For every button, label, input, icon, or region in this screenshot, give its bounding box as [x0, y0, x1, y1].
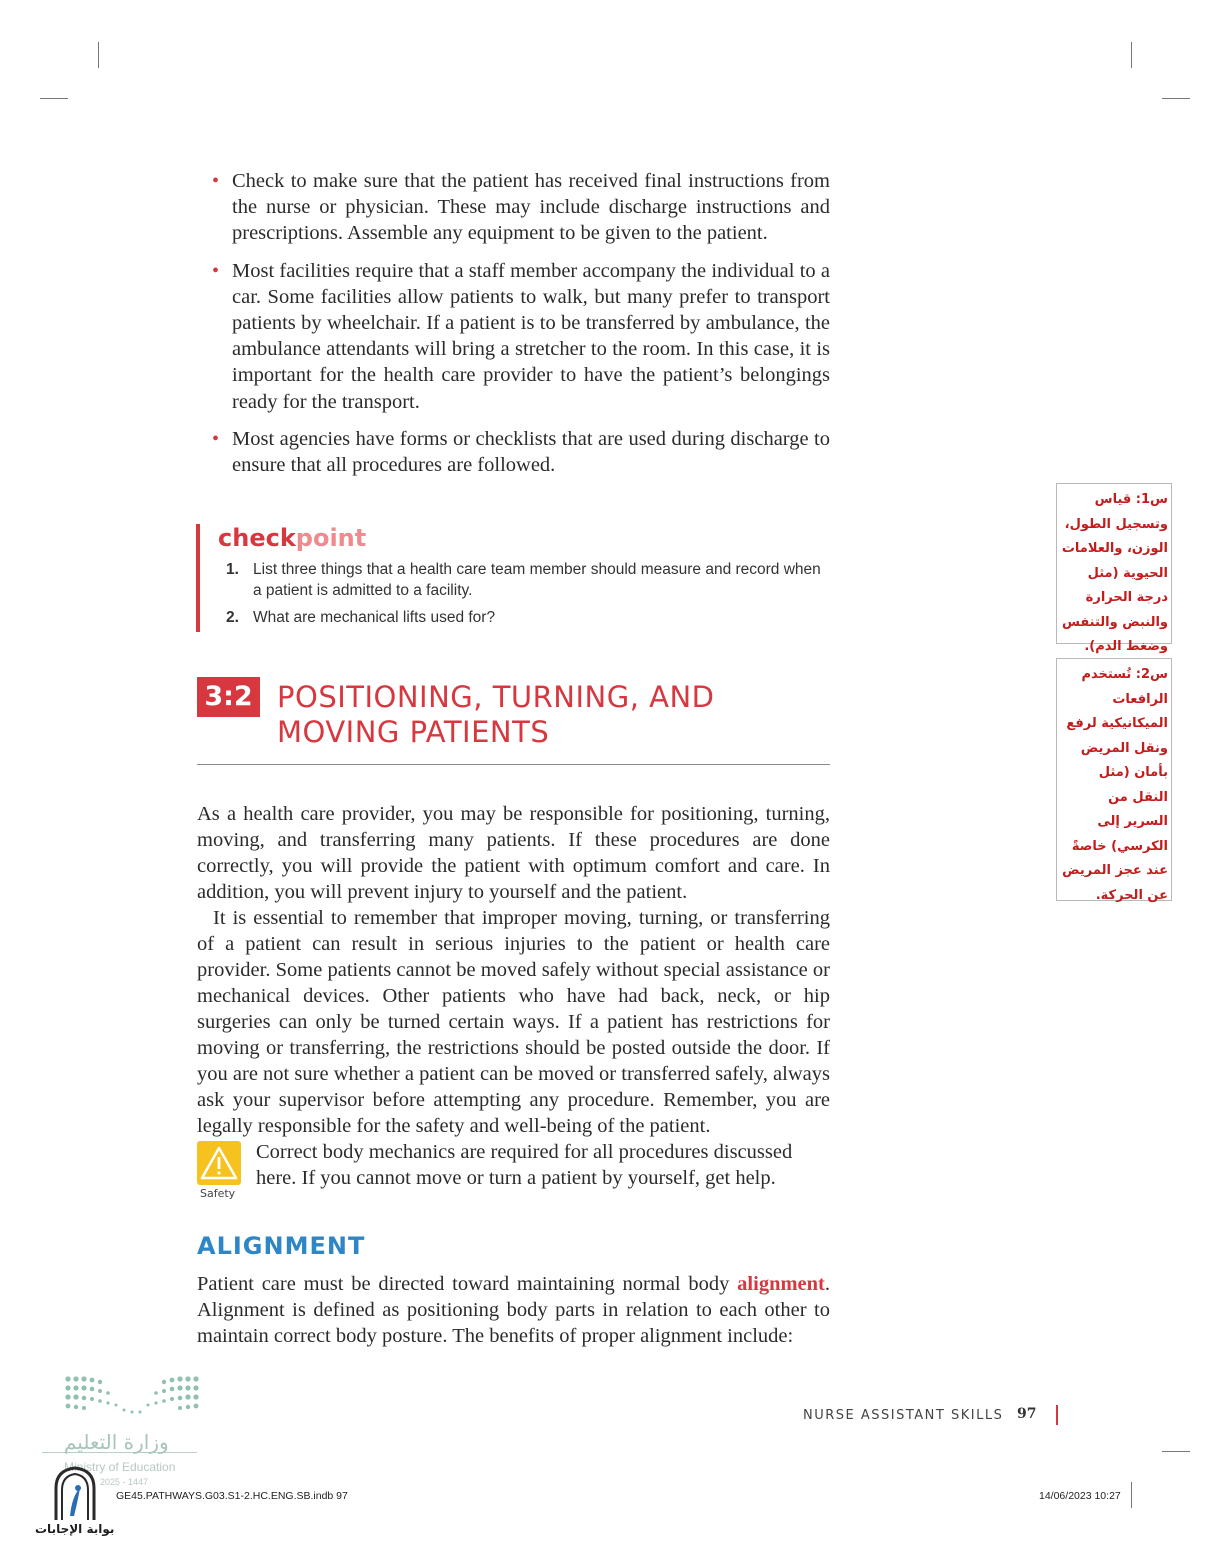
crop-mark	[1162, 1451, 1190, 1452]
answers-portal-label: بوابة الإجابات	[35, 1522, 115, 1536]
page-number: 97	[1017, 1406, 1037, 1422]
key-term: alignment	[737, 1273, 825, 1295]
body-paragraph: It is essential to remember that improper moving, turning, or transferring of a patient can result in serious injuries to the patient or health care provider. Some patients cannot be moved safely without special assistance or mechanical devices. Other patients who have had back, neck, or hip surgeries can only be turned certain ways. If a patient has restrictions for moving or transferring, the restrictions should be posted outside the door. If you are not sure whether a patient can be moved or transferred safely, always ask your supervisor before attempting any procedure. Remember, you are legally responsible for the safety and well-being of the patient.	[197, 907, 830, 1137]
checkpoint-question: 2. What are mechanical lifts used for?	[226, 609, 496, 626]
intro-paragraph: As a health care provider, you may be responsible for positioning, turning, moving, and transferring many patients. If these procedures are done correctly, you will provide the patient with optimum comfort and care. In addition, you will prevent injury to yourself and the patient.	[197, 803, 830, 903]
ministry-logo-dots	[64, 1374, 200, 1420]
crop-mark	[1162, 98, 1190, 99]
safety-note: Correct body mechanics are required for all procedures discussed here. If you cannot move or turn a patient by yourself, get help.	[256, 1141, 793, 1189]
list-item: • Most facilities require that a staff member accompany the individual to a car. Some facilities allow patients to walk, but many prefer to transport patients by wheelchair. If a patient is to be transferred by ambulance, the ambulance attendants will bring a stretcher to the room. In this case, it is important for the health care provider to have the patient’s belongings ready for the transport.	[212, 259, 830, 413]
answer-annotation-q1: س1: قياس وتسجيل الطول، الوزن، والعلامات الحيوية (مثل درجة الحرارة والنبض والتنفس وضغط الدم).	[1056, 483, 1172, 644]
alignment-paragraph: Patient care must be directed toward maintaining normal body alignment. Alignment is defined as positioning body parts in relation to each other to maintain correct body posture. The benefits of proper alignment include:	[197, 1273, 830, 1347]
warning-icon	[197, 1141, 241, 1185]
section-number: 3:2	[197, 677, 260, 717]
safety-label: Safety	[200, 1187, 236, 1200]
bullet-icon: •	[212, 427, 220, 450]
crop-mark	[40, 98, 68, 99]
list-item: • Most agencies have forms or checklists that are used during discharge to ensure that all procedures are followed.	[212, 427, 830, 477]
print-slug-date: 14/06/2023 10:27	[1039, 1490, 1121, 1502]
ministry-year: 2025 - 1447	[100, 1477, 149, 1487]
section-title: POSITIONING, TURNING, AND MOVING PATIENTS	[277, 680, 715, 749]
crop-mark	[1131, 1482, 1132, 1508]
checkpoint-questions	[226, 560, 826, 636]
checkpoint-title: checkpoint	[218, 524, 367, 552]
section-divider	[197, 764, 830, 765]
checkpoint-box	[196, 524, 840, 632]
checkpoint-question: 1. List three things that a health care team member should measure and record when a patient is admitted to a facility.	[226, 561, 821, 599]
crop-mark	[1131, 42, 1132, 68]
list-item: • Check to make sure that the patient has received final instructions from the nurse or physician. These may include discharge instructions and prescriptions. Assemble any equipment to be given to the patient.	[212, 170, 830, 245]
running-head: NURSE ASSISTANT SKILLS	[803, 1408, 1004, 1423]
crop-mark	[98, 42, 99, 68]
ministry-name-english: Ministry of Education	[64, 1460, 176, 1474]
print-slug-file: GE45.PATHWAYS.G03.S1-2.HC.ENG.SB.indb 97	[116, 1490, 348, 1502]
ministry-name-arabic: وزارة التعليم	[64, 1430, 169, 1454]
bullet-icon: •	[212, 259, 220, 282]
bullet-icon: •	[212, 170, 220, 192]
answers-portal-logo-icon	[50, 1466, 100, 1522]
discharge-bullet-list	[212, 168, 830, 489]
footer-accent-bar	[1056, 1405, 1058, 1425]
alignment-heading: ALIGNMENT	[197, 1232, 366, 1260]
answer-annotation-q2: س2: تُستخدم الرافعات الميكانيكية لرفع ونقل المريض بأمان (مثل النقل من السرير إلى الكرسي) خاصةً عند عجز المريض عن الحركة.	[1056, 658, 1172, 901]
